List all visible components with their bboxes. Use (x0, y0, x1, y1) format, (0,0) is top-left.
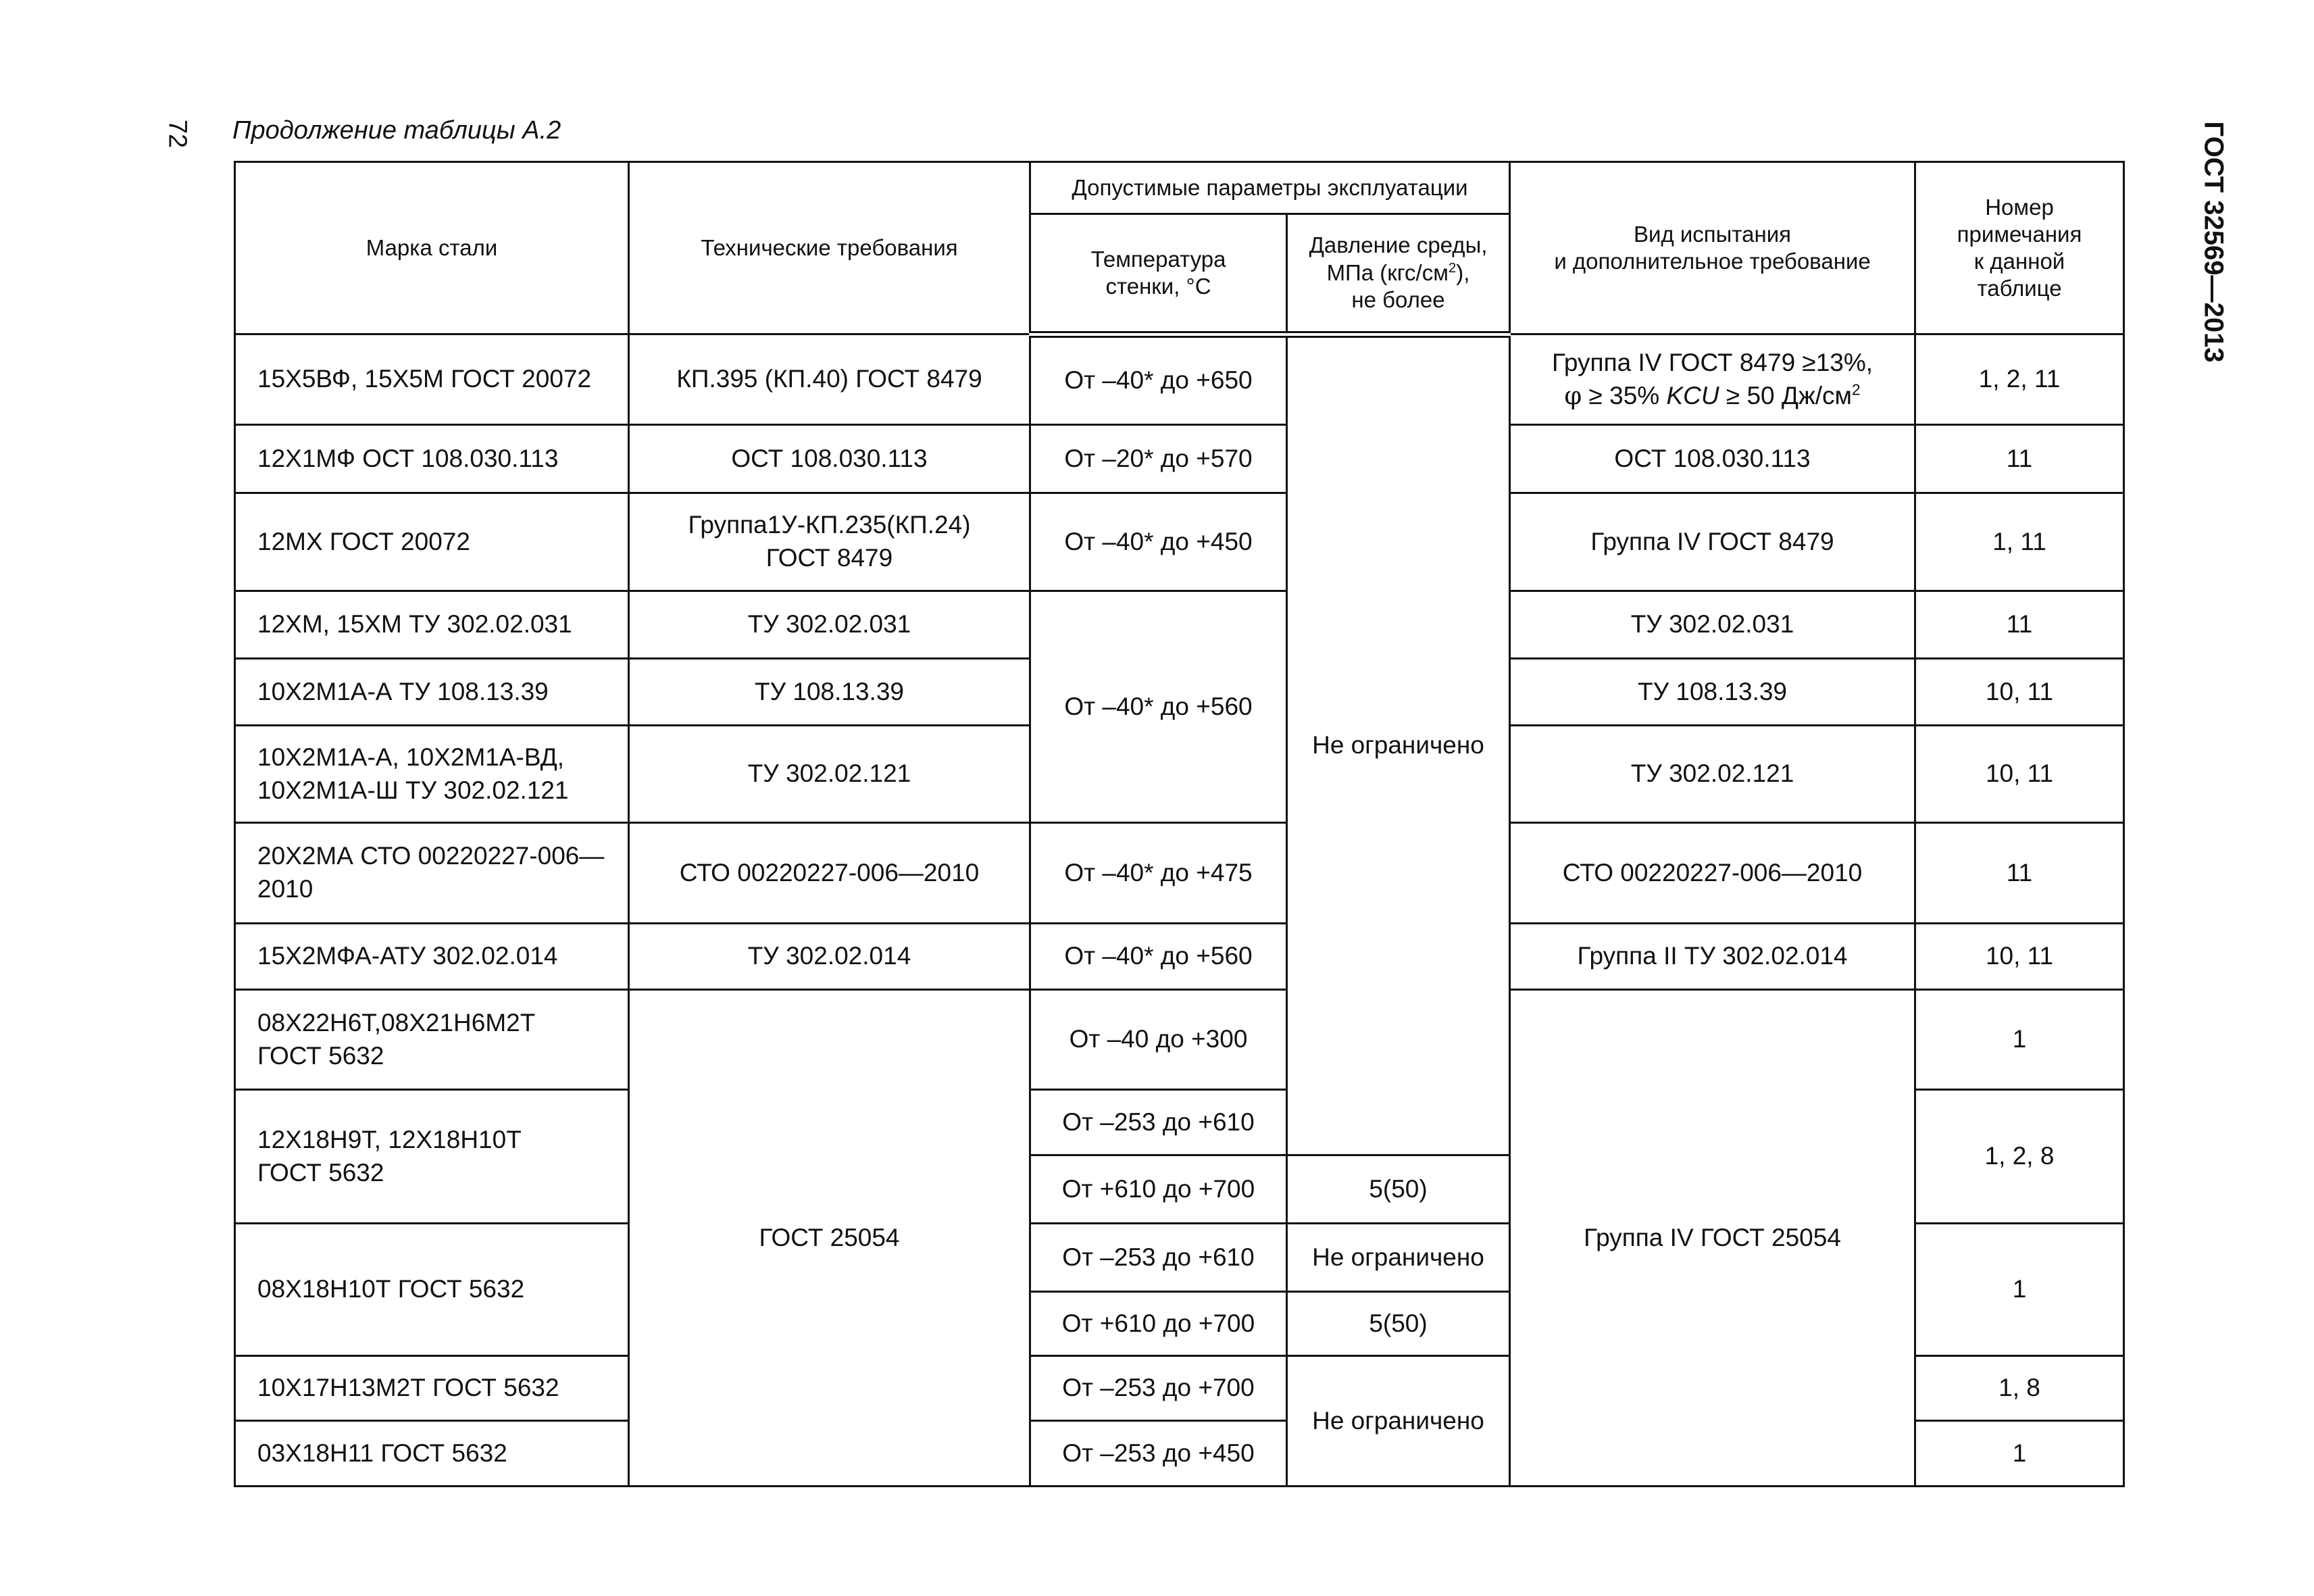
header-note-number (1915, 162, 2124, 334)
cell-grade-line: 10Х2М1А-Ш ТУ 302.02.121 (257, 776, 569, 804)
cell-test-type: Группа IV ГОСТ 8479 (1510, 493, 1915, 591)
header-pressure-sup: 2 (1448, 259, 1457, 276)
cell-temperature: От –253 до +450 (1030, 1421, 1287, 1487)
header-temperature-line: Температура (1090, 246, 1226, 272)
header-note-line: Номер (1985, 194, 2054, 220)
cell-pressure-unlimited: Не ограничено (1287, 334, 1510, 1155)
cell-test-type: Группа IV ГОСТ 25054 (1510, 990, 1915, 1487)
cell-test-line: ≥ 50 Дж/см (1719, 381, 1852, 409)
cell-temperature: От –40* до +450 (1030, 493, 1287, 591)
cell-note-number: 10, 11 (1915, 659, 2124, 726)
cell-pressure: 5(50) (1287, 1155, 1510, 1224)
cell-temperature: От –40* до +560 (1030, 924, 1287, 990)
cell-tech-requirements (629, 493, 1030, 591)
cell-temperature: От –253 до +700 (1030, 1356, 1287, 1421)
document-code: ГОСТ 32569—2013 (2198, 121, 2229, 363)
header-pressure-line: МПа (кгс/см (1326, 259, 1449, 285)
header-pressure-line: ), (1456, 259, 1470, 285)
header-pressure-line: не более (1351, 286, 1445, 312)
header-test-type (1510, 162, 1915, 334)
cell-note-number: 10, 11 (1915, 726, 2124, 823)
header-test-line: и дополнительное требование (1554, 249, 1871, 274)
header-test-line: Вид испытания (1634, 221, 1792, 247)
header-note-line: к данной (1973, 249, 2065, 274)
cell-tech-requirements: ТУ 108.13.39 (629, 659, 1030, 726)
cell-steel-grade: 15Х2МФА-АТУ 302.02.014 (235, 924, 629, 990)
cell-note-number: 1 (1915, 1421, 2124, 1487)
cell-steel-grade: 12МХ ГОСТ 20072 (235, 493, 629, 591)
header-temperature-line: стенки, °С (1105, 273, 1211, 299)
cell-temperature: От –40 до +300 (1030, 990, 1287, 1090)
header-tech-requirements: Технические требования (629, 162, 1030, 334)
cell-tech-line: ГОСТ 8479 (765, 544, 893, 572)
cell-temperature: От –40* до +650 (1030, 334, 1287, 425)
cell-pressure-unlimited: Не ограничено (1287, 1356, 1510, 1487)
cell-test-kcu: KCU (1666, 381, 1719, 409)
cell-temperature: От –20* до +570 (1030, 425, 1287, 493)
header-steel-grade: Марка стали (235, 162, 629, 334)
cell-grade-line: 2010 (257, 875, 313, 903)
header-pressure (1287, 214, 1510, 334)
header-operating-params: Допустимые параметры эксплуатации (1030, 162, 1510, 214)
cell-tech-requirements: ТУ 302.02.014 (629, 924, 1030, 990)
cell-note-number: 1, 2, 11 (1915, 334, 2124, 425)
cell-tech-requirements: ГОСТ 25054 (629, 990, 1030, 1487)
cell-grade-line: ГОСТ 5632 (257, 1041, 384, 1070)
cell-tech-requirements: КП.395 (КП.40) ГОСТ 8479 (629, 334, 1030, 425)
page-number: 72 (163, 119, 192, 149)
cell-tech-requirements: ТУ 302.02.031 (629, 591, 1030, 659)
cell-temperature: От –40* до +560 (1030, 591, 1287, 823)
cell-tech-requirements: ТУ 302.02.121 (629, 726, 1030, 823)
cell-temperature: От –253 до +610 (1030, 1224, 1287, 1292)
cell-test-type: ТУ 302.02.121 (1510, 726, 1915, 823)
cell-tech-requirements: СТО 00220227-006—2010 (629, 823, 1030, 924)
cell-test-line: ≥ 35% (1582, 381, 1667, 409)
header-note-line: таблице (1977, 276, 2062, 301)
cell-grade-line: 20Х2МА СТО 00220227-006— (257, 842, 605, 870)
cell-note-number: 1, 8 (1915, 1356, 2124, 1421)
cell-note-number: 11 (1915, 823, 2124, 924)
cell-test-type (1510, 334, 1915, 425)
cell-test-type: ОСТ 108.030.113 (1510, 425, 1915, 493)
cell-note-number: 10, 11 (1915, 924, 2124, 990)
cell-note-number: 1 (1915, 1224, 2124, 1356)
cell-steel-grade (235, 990, 629, 1090)
cell-note-number: 1, 2, 8 (1915, 1090, 2124, 1224)
cell-temperature: От –40* до +475 (1030, 823, 1287, 924)
cell-test-type: ТУ 108.13.39 (1510, 659, 1915, 726)
cell-temperature: От +610 до +700 (1030, 1155, 1287, 1224)
cell-steel-grade: 12Х1МФ ОСТ 108.030.113 (235, 425, 629, 493)
cell-pressure: 5(50) (1287, 1292, 1510, 1356)
cell-grade-line: ГОСТ 5632 (257, 1158, 384, 1187)
header-note-line: примечания (1957, 221, 2082, 247)
cell-note-number: 1, 11 (1915, 493, 2124, 591)
cell-temperature: От –253 до +610 (1030, 1090, 1287, 1155)
cell-grade-line: 08Х22Н6Т,08Х21Н6М2Т (257, 1008, 536, 1037)
cell-pressure: Не ограничено (1287, 1224, 1510, 1292)
steel-grades-table (234, 161, 2125, 1487)
cell-test-sup: 2 (1851, 380, 1861, 399)
cell-steel-grade: 10Х2М1А-А ТУ 108.13.39 (235, 659, 629, 726)
cell-note-number: 11 (1915, 425, 2124, 493)
cell-steel-grade: 08Х18Н10Т ГОСТ 5632 (235, 1224, 629, 1356)
table-caption: Продолжение таблицы А.2 (232, 116, 561, 145)
cell-note-number: 11 (1915, 591, 2124, 659)
cell-tech-requirements: ОСТ 108.030.113 (629, 425, 1030, 493)
header-pressure-line: Давление среды, (1309, 232, 1488, 258)
cell-steel-grade: 15Х5ВФ, 15Х5М ГОСТ 20072 (235, 334, 629, 425)
cell-grade-line: 10Х2М1А-А, 10Х2М1А-ВД, (257, 743, 565, 771)
cell-steel-grade (235, 1090, 629, 1224)
cell-tech-line: Группа1У-КП.235(КП.24) (688, 511, 971, 539)
cell-test-phi: φ (1564, 380, 1582, 410)
cell-steel-grade (235, 823, 629, 924)
cell-test-type: Группа II ТУ 302.02.014 (1510, 924, 1915, 990)
cell-steel-grade: 10Х17Н13М2Т ГОСТ 5632 (235, 1356, 629, 1421)
cell-steel-grade (235, 726, 629, 823)
cell-temperature: От +610 до +700 (1030, 1292, 1287, 1356)
cell-grade-line: 12Х18Н9Т, 12Х18Н10Т (257, 1125, 522, 1153)
cell-steel-grade: 03Х18Н11 ГОСТ 5632 (235, 1421, 629, 1487)
cell-test-type: СТО 00220227-006—2010 (1510, 823, 1915, 924)
cell-test-type: ТУ 302.02.031 (1510, 591, 1915, 659)
cell-steel-grade: 12ХМ, 15ХМ ТУ 302.02.031 (235, 591, 629, 659)
cell-note-number: 1 (1915, 990, 2124, 1090)
cell-test-line: Группа IV ГОСТ 8479 ≥13%, (1551, 348, 1873, 376)
header-temperature (1030, 214, 1287, 334)
